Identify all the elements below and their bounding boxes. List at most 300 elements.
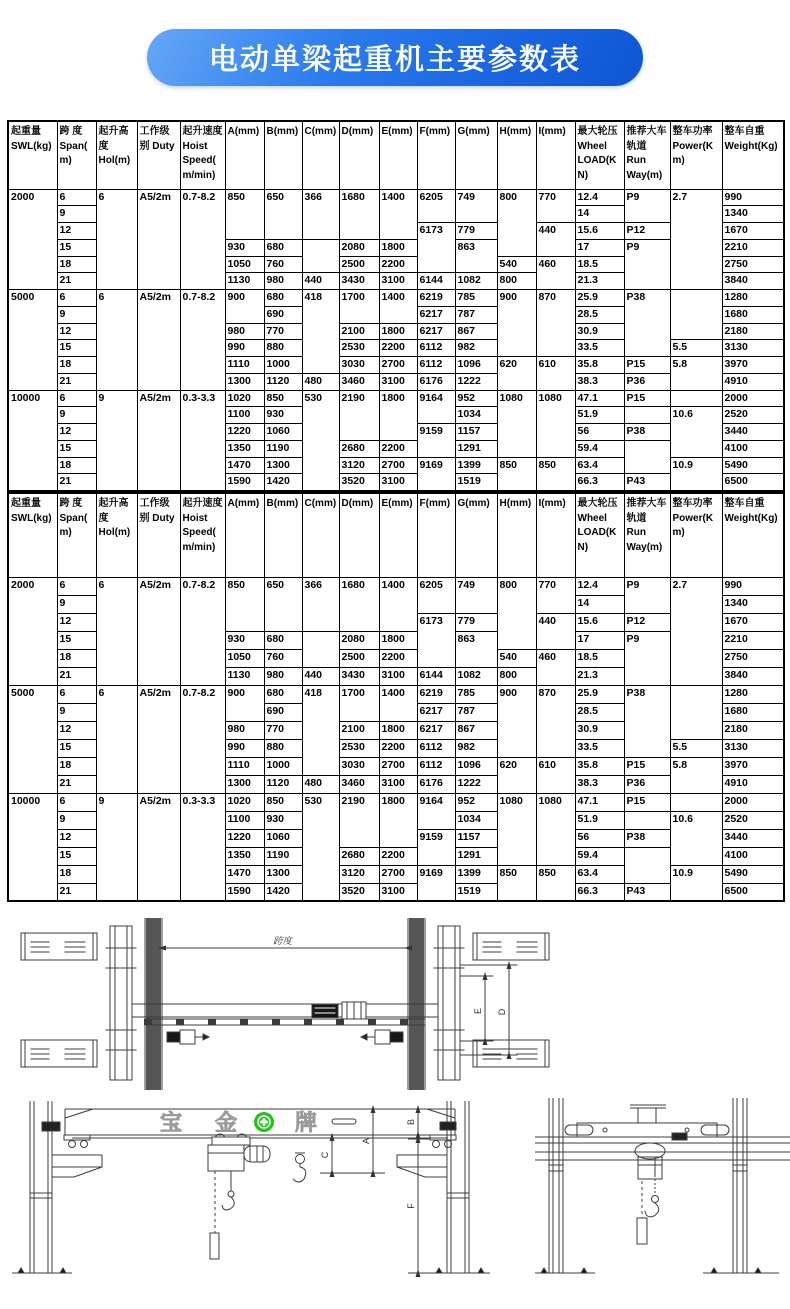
table-cell: 770 — [536, 189, 575, 223]
table-cell: 650 — [264, 577, 302, 631]
table-cell: 2000 — [722, 390, 784, 407]
column-header: D(mm) — [339, 493, 379, 577]
table-cell: 6173 — [417, 613, 455, 667]
table-cell: 21 — [57, 373, 96, 390]
table-cell: 1420 — [264, 883, 302, 901]
table-cell: 0.3-3.3 — [180, 793, 225, 901]
table-cell: 3030 — [339, 757, 379, 775]
column-header: 跨 度 Span(m) — [57, 493, 96, 577]
column-header: I(mm) — [536, 121, 575, 189]
table-cell: 540 — [497, 256, 536, 273]
table-cell: 10.9 — [670, 457, 722, 491]
table-cell: 5000 — [8, 290, 57, 391]
table-cell: 6217 — [417, 703, 455, 721]
table-cell: 25.9 — [575, 685, 624, 703]
table-cell: 1130 — [225, 273, 264, 290]
table-cell: 2700 — [379, 457, 417, 474]
table-cell: 1300 — [225, 373, 264, 390]
column-header: 推荐大车轨道 Run Way(m) — [624, 493, 670, 577]
table-cell: 850 — [536, 865, 575, 901]
table-cell: P12 — [624, 223, 670, 240]
table-cell: 56 — [575, 829, 624, 847]
table-cell: 990 — [722, 577, 784, 595]
column-header: 起升高度 Hol(m) — [96, 493, 137, 577]
table-cell: 900 — [497, 290, 536, 357]
table-cell: 2200 — [379, 847, 417, 865]
table-cell: 2100 — [339, 323, 379, 340]
table-cell: 850 — [225, 577, 264, 631]
table-cell: 4100 — [722, 440, 784, 457]
table-cell: P43 — [624, 474, 670, 491]
column-header: B(mm) — [264, 121, 302, 189]
side-view-drawing — [535, 1093, 790, 1307]
table-cell: 10000 — [8, 793, 57, 901]
column-header: F(mm) — [417, 121, 455, 189]
table-cell: 1340 — [722, 595, 784, 613]
table-cell: 3100 — [379, 775, 417, 793]
table-cell: 1190 — [264, 847, 302, 865]
table-cell: 1080 — [497, 793, 536, 865]
table-cell: 12 — [57, 323, 96, 340]
table-cell — [624, 811, 670, 829]
column-header: E(mm) — [379, 121, 417, 189]
table-cell: 3100 — [379, 373, 417, 390]
table-cell: 30.9 — [575, 323, 624, 340]
table-cell: 990 — [722, 189, 784, 206]
table-cell: 530 — [302, 390, 339, 491]
table-cell: 6 — [96, 577, 137, 685]
table-cell: 680 — [264, 685, 302, 703]
table-cell: 15 — [57, 847, 96, 865]
table-cell: 6217 — [417, 306, 455, 323]
table-cell: 3970 — [722, 757, 784, 775]
table-cell: A5/2m — [137, 290, 180, 391]
table-cell: 35.8 — [575, 757, 624, 775]
front-view-drawing — [10, 1093, 535, 1307]
table-cell: 1400 — [379, 290, 417, 324]
table-cell: 1080 — [497, 390, 536, 457]
table-cell: 47.1 — [575, 390, 624, 407]
table-cell: 6 — [96, 189, 137, 290]
table-cell: 1291 — [455, 440, 497, 457]
table-cell: 21 — [57, 775, 96, 793]
table-cell: 6 — [57, 390, 96, 407]
table-cell: 2000 — [8, 189, 57, 290]
table-cell: 3100 — [379, 883, 417, 901]
table-cell: 2.7 — [670, 189, 722, 290]
table-cell: 2530 — [339, 340, 379, 357]
page-title: 电动单梁起重机主要参数表 — [208, 44, 581, 76]
table-cell: 2200 — [379, 256, 417, 273]
table-cell: 787 — [455, 306, 497, 323]
table-cell: P43 — [624, 883, 670, 901]
table-cell: 1350 — [225, 440, 264, 457]
table-cell: 9159 — [417, 424, 455, 458]
column-header: F(mm) — [417, 493, 455, 577]
table-cell: 870 — [536, 685, 575, 757]
table-cell: 1096 — [455, 757, 497, 775]
table-cell: 2000 — [722, 793, 784, 811]
table-cell: 21.3 — [575, 667, 624, 685]
table-cell: 1082 — [455, 273, 497, 290]
parameters-table-1 — [7, 120, 785, 492]
watermark-char-2: 金 — [215, 1110, 238, 1135]
table-cell — [670, 685, 722, 739]
table-cell: 800 — [497, 273, 536, 290]
table-cell: 980 — [264, 667, 302, 685]
table-cell: 680 — [264, 290, 302, 307]
table-cell: 800 — [497, 577, 536, 649]
table-cell: 3130 — [722, 340, 784, 357]
table-cell: 1399 — [455, 457, 497, 474]
table-cell: 460 — [536, 649, 575, 685]
table-cell: P9 — [624, 577, 670, 613]
table-cell: 930 — [264, 811, 302, 829]
table-cell: 18.5 — [575, 649, 624, 667]
table-cell: 900 — [225, 685, 264, 721]
table-cell: 18 — [57, 865, 96, 883]
table-cell: 47.1 — [575, 793, 624, 811]
table-cell: 1680 — [722, 703, 784, 721]
table-cell: 460 — [536, 256, 575, 290]
table-cell — [670, 390, 722, 407]
table-cell: 2700 — [379, 357, 417, 374]
table-cell: 6144 — [417, 667, 455, 685]
table-cell: P15 — [624, 390, 670, 407]
table-cell: 3030 — [339, 357, 379, 374]
end-carriage-left — [110, 926, 132, 1080]
table-cell: 5.5 — [670, 739, 722, 757]
table-cell: P36 — [624, 775, 670, 793]
column-header: 跨 度 Span(m) — [57, 121, 96, 189]
table-cell: P12 — [624, 613, 670, 631]
table-cell: 540 — [497, 649, 536, 667]
table-cell: 2700 — [379, 757, 417, 775]
table-cell: 870 — [536, 290, 575, 357]
dim-label-f: F — [406, 1203, 416, 1209]
table-cell: 1100 — [225, 811, 264, 829]
table-cell: P15 — [624, 357, 670, 374]
table-cell: 4100 — [722, 847, 784, 865]
table-cell: 1800 — [379, 323, 417, 340]
table-cell: 980 — [264, 273, 302, 290]
table-cell: 3520 — [339, 474, 379, 491]
table-cell: 1020 — [225, 793, 264, 811]
table-cell: 18 — [57, 256, 96, 273]
table-cell: 1470 — [225, 457, 264, 474]
table-cell: 1680 — [722, 306, 784, 323]
table-cell: 9164 — [417, 390, 455, 424]
title-banner — [147, 29, 643, 86]
table-cell: 1130 — [225, 667, 264, 685]
table-cell: 10.6 — [670, 811, 722, 865]
table-cell: 21 — [57, 883, 96, 901]
table-cell: 18 — [57, 757, 96, 775]
table-cell: 1220 — [225, 829, 264, 847]
table-cell: 6176 — [417, 373, 455, 390]
table-cell: 3100 — [379, 474, 417, 491]
table-cell: P38 — [624, 290, 670, 357]
column-header: 最大轮压 Wheel LOAD(KN) — [575, 493, 624, 577]
end-carriage-right — [438, 926, 460, 1080]
table-cell: 1060 — [264, 424, 302, 441]
table-cell: 418 — [302, 685, 339, 775]
table-cell: 1020 — [225, 390, 264, 407]
table-cell: 30.9 — [575, 721, 624, 739]
table-cell: 9169 — [417, 865, 455, 901]
table-cell: 2200 — [379, 440, 417, 457]
table-cell: 1800 — [379, 239, 417, 256]
table-cell: 1519 — [455, 883, 497, 901]
table-cell: 9 — [57, 703, 96, 721]
table-cell: 2200 — [379, 340, 417, 357]
column-header: 起重量 SWL(kg) — [8, 121, 57, 189]
table-cell: 2210 — [722, 239, 784, 256]
table-cell: 5.8 — [670, 757, 722, 793]
table-cell: 863 — [455, 239, 497, 273]
table-cell: 6205 — [417, 577, 455, 613]
table-cell: 800 — [497, 667, 536, 685]
table-cell: 17 — [575, 239, 624, 256]
column-header: 整车功率 Power(Km) — [670, 493, 722, 577]
table-cell: 2520 — [722, 407, 784, 424]
table-cell: 4910 — [722, 775, 784, 793]
column-header: G(mm) — [455, 121, 497, 189]
column-header: A(mm) — [225, 493, 264, 577]
table-cell: 15.6 — [575, 613, 624, 631]
table-cell: 15.6 — [575, 223, 624, 240]
table-cell: 38.3 — [575, 373, 624, 390]
table-cell: 3120 — [339, 865, 379, 883]
table-cell: 930 — [225, 239, 264, 256]
table-cell: 9164 — [417, 793, 455, 829]
table-cell: 6173 — [417, 223, 455, 273]
table-cell: 779 — [455, 613, 497, 631]
table-cell: 59.4 — [575, 440, 624, 457]
table-cell: 3520 — [339, 883, 379, 901]
table-cell: 6219 — [417, 290, 455, 307]
table-cell: 12 — [57, 613, 96, 631]
table-cell: 12 — [57, 829, 96, 847]
table-cell — [624, 407, 670, 424]
table-cell: 366 — [302, 189, 339, 239]
column-header: H(mm) — [497, 121, 536, 189]
column-header: 工作级别 Duty — [137, 493, 180, 577]
table-cell: 980 — [225, 323, 264, 340]
table-cell: A5/2m — [137, 685, 180, 793]
table-cell: 1400 — [379, 189, 417, 239]
table-cell: 38.3 — [575, 775, 624, 793]
column-header: H(mm) — [497, 493, 536, 577]
plan-view-drawing — [15, 918, 560, 1090]
table-cell: 1700 — [339, 685, 379, 721]
table-cell: 0.7-8.2 — [180, 189, 225, 290]
table-cell: A5/2m — [137, 793, 180, 901]
table-cell: 1291 — [455, 847, 497, 865]
table-cell: 6112 — [417, 739, 455, 757]
table-cell: 785 — [455, 290, 497, 307]
table-cell: 1800 — [379, 793, 417, 847]
table-cell: 1680 — [339, 577, 379, 631]
column-header: 工作级别 Duty — [137, 121, 180, 189]
table-cell: 760 — [264, 649, 302, 667]
table-cell: 2190 — [339, 390, 379, 440]
table-cell — [624, 847, 670, 883]
column-header: E(mm) — [379, 493, 417, 577]
table-cell: 21 — [57, 667, 96, 685]
table-cell: 850 — [497, 865, 536, 901]
table-cell: 3460 — [339, 775, 379, 793]
table-cell: 6 — [57, 189, 96, 206]
table-cell: 980 — [225, 721, 264, 739]
table-cell: 1670 — [722, 613, 784, 631]
column-header: C(mm) — [302, 121, 339, 189]
table-cell: 1700 — [339, 290, 379, 324]
table-cell: 9169 — [417, 457, 455, 491]
table-cell: 418 — [302, 290, 339, 374]
table-cell: 880 — [264, 340, 302, 357]
parameters-table-2 — [7, 492, 785, 902]
table-cell: 2080 — [339, 631, 379, 649]
table-cell: 1800 — [379, 631, 417, 649]
table-cell: 863 — [455, 631, 497, 667]
table-cell: 10.9 — [670, 865, 722, 901]
table-cell: 6 — [57, 290, 96, 307]
table-cell: 952 — [455, 390, 497, 407]
table-cell: 6144 — [417, 273, 455, 290]
table-cell: 1157 — [455, 424, 497, 441]
table-cell: 2080 — [339, 239, 379, 256]
table-cell: 5490 — [722, 865, 784, 883]
table-cell: 650 — [264, 189, 302, 239]
table-cell: P38 — [624, 685, 670, 757]
table-cell: 1400 — [379, 577, 417, 631]
table-cell: 2190 — [339, 793, 379, 847]
table-cell: 0.7-8.2 — [180, 577, 225, 685]
table-cell: 749 — [455, 577, 497, 613]
table-cell: 12 — [57, 223, 96, 240]
table-cell: 10000 — [8, 390, 57, 491]
watermark-char-3: 牌 — [295, 1110, 318, 1135]
table-cell: 1110 — [225, 757, 264, 775]
table-cell: 440 — [302, 667, 339, 685]
table-cell: 9 — [57, 811, 96, 829]
column-header: B(mm) — [264, 493, 302, 577]
table-cell: 2750 — [722, 256, 784, 273]
table-cell: 6112 — [417, 357, 455, 374]
table-cell: 6176 — [417, 775, 455, 793]
table-cell: 1050 — [225, 649, 264, 667]
table-cell: 1350 — [225, 847, 264, 865]
table-cell: 3840 — [722, 667, 784, 685]
table-cell: 5490 — [722, 457, 784, 474]
table-cell: 6219 — [417, 685, 455, 703]
table-cell: 1157 — [455, 829, 497, 847]
table-cell: 620 — [497, 757, 536, 793]
table-cell: 1300 — [264, 457, 302, 474]
table-cell: 1120 — [264, 775, 302, 793]
table-cell: 850 — [264, 793, 302, 811]
column-header: A(mm) — [225, 121, 264, 189]
table-cell: 1222 — [455, 775, 497, 793]
table-cell: 1800 — [379, 721, 417, 739]
dim-label-span: 跨度 — [273, 936, 293, 947]
column-header: 整车功率 Power(Km) — [670, 121, 722, 189]
table-cell: 620 — [497, 357, 536, 391]
table-cell: 3460 — [339, 373, 379, 390]
brand-logo-icon — [254, 1112, 274, 1132]
table-cell: 63.4 — [575, 457, 624, 474]
table-cell: 9 — [57, 595, 96, 613]
dim-label-d: D — [497, 1008, 507, 1016]
table-cell: P15 — [624, 793, 670, 811]
table-cell: 1420 — [264, 474, 302, 491]
table-cell: 779 — [455, 223, 497, 240]
table-cell: 1080 — [536, 390, 575, 457]
table-cell: 2210 — [722, 631, 784, 649]
table-cell: 18 — [57, 357, 96, 374]
table-cell: 6 — [57, 793, 96, 811]
table-cell: 2500 — [339, 256, 379, 273]
table-cell: 6 — [57, 685, 96, 703]
table-cell: 680 — [264, 239, 302, 256]
table-cell: 33.5 — [575, 739, 624, 757]
table-cell: 1400 — [379, 685, 417, 721]
table-cell: 1000 — [264, 757, 302, 775]
table-cell: 770 — [264, 721, 302, 739]
table-cell: 610 — [536, 357, 575, 391]
table-cell: 1519 — [455, 474, 497, 491]
watermark-char-1: 宝 — [160, 1110, 183, 1135]
table-cell: 0.3-3.3 — [180, 390, 225, 491]
table-cell: 28.5 — [575, 306, 624, 323]
table-cell: 5.5 — [670, 340, 722, 357]
table-cell: 5000 — [8, 685, 57, 793]
table-cell: 770 — [264, 323, 302, 340]
table-cell: 2180 — [722, 721, 784, 739]
table-cell: A5/2m — [137, 390, 180, 491]
table-cell: 982 — [455, 340, 497, 357]
table-cell: 900 — [225, 290, 264, 324]
table-cell: 1120 — [264, 373, 302, 390]
table-cell: 440 — [302, 273, 339, 290]
table-cell: 480 — [302, 373, 339, 390]
table-cell: 9 — [57, 306, 96, 323]
table-cell: 3440 — [722, 829, 784, 847]
table-cell: 15 — [57, 739, 96, 757]
table-cell: P15 — [624, 757, 670, 775]
table-cell: 6217 — [417, 323, 455, 340]
table-cell: 6112 — [417, 757, 455, 775]
dim-label-a: A — [361, 1137, 371, 1145]
column-header: 起升高度 Hol(m) — [96, 121, 137, 189]
table-cell: 6 — [96, 290, 137, 391]
column-header: 起升速度 Hoist Speed( m/min) — [180, 493, 225, 577]
table-cell: 18 — [57, 649, 96, 667]
table-cell: 440 — [536, 613, 575, 649]
table-cell: 9159 — [417, 829, 455, 865]
table-cell: 14 — [575, 595, 624, 613]
table-cell: 1280 — [722, 290, 784, 307]
table-cell: 1222 — [455, 373, 497, 390]
table-cell: A5/2m — [137, 577, 180, 685]
table-cell: 952 — [455, 793, 497, 811]
table-cell: 3130 — [722, 739, 784, 757]
table-cell: 21 — [57, 273, 96, 290]
table-cell — [670, 290, 722, 340]
column-header: D(mm) — [339, 121, 379, 189]
table-cell: 760 — [264, 256, 302, 273]
